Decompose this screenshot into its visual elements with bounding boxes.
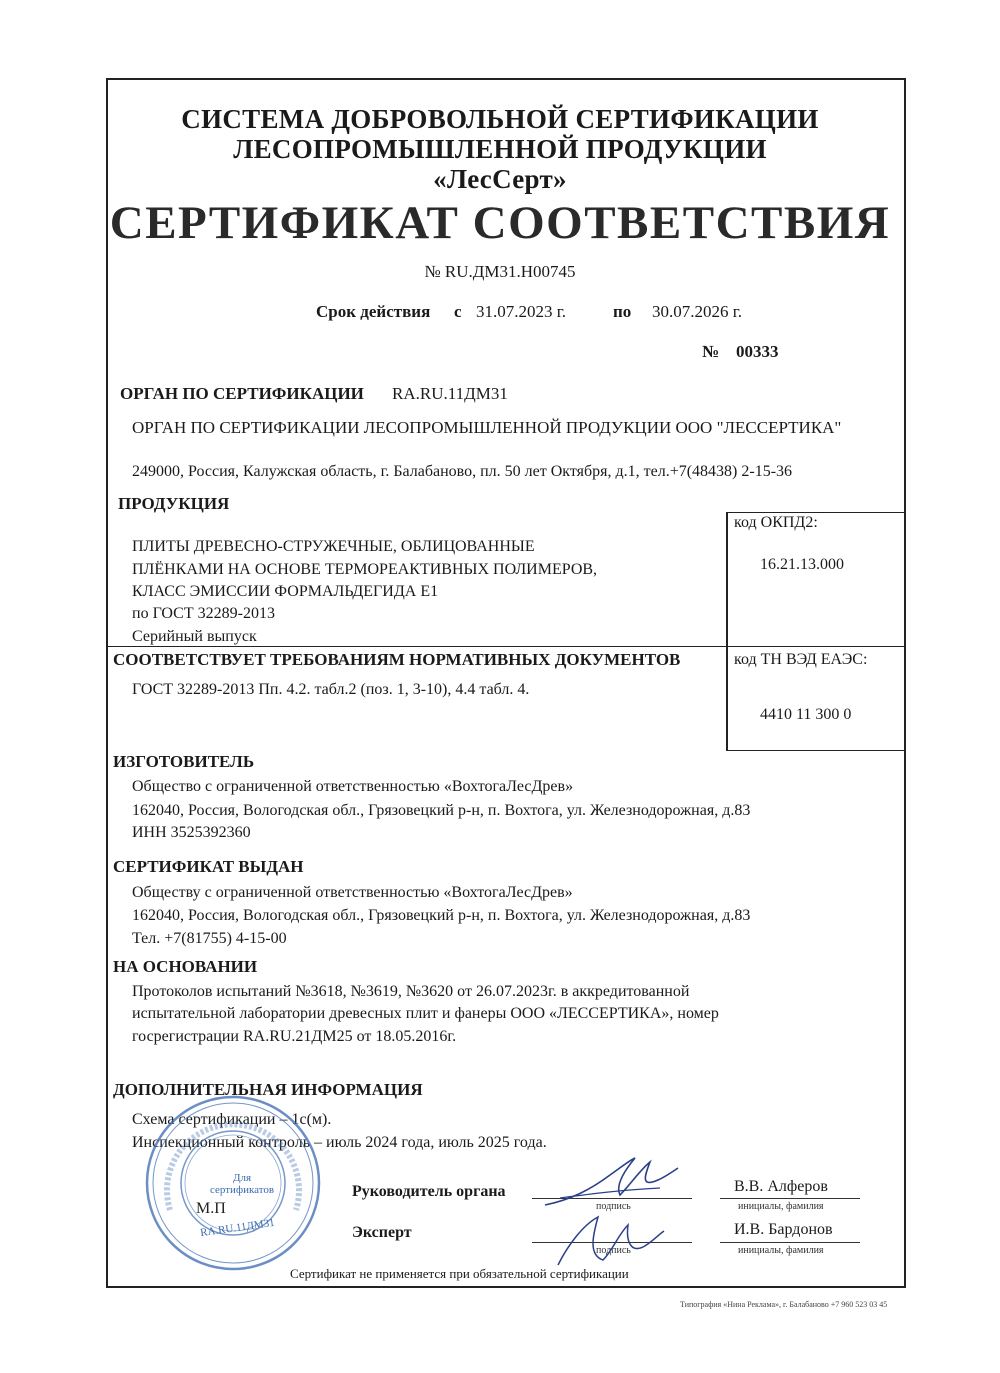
product-line: по ГОСТ 32289-2013 (132, 605, 275, 622)
maker-line: ИНН 3525392360 (132, 824, 251, 841)
okpd-label: код ОКПД2: (734, 514, 818, 531)
head-sign-caption: подпись (596, 1201, 631, 1212)
expert-label: Эксперт (352, 1224, 412, 1241)
stamp-inner-text: Для сертификатов (210, 1172, 275, 1196)
issued-label: СЕРТИФИКАТ ВЫДАН (113, 857, 304, 876)
extra-label: ДОПОЛНИТЕЛЬНАЯ ИНФОРМАЦИЯ (113, 1080, 423, 1099)
product-line: ПЛИТЫ ДРЕВЕСНО-СТРУЖЕЧНЫЕ, ОБЛИЦОВАННЫЕ (132, 538, 535, 555)
system-title-line3: «ЛесСерт» (433, 164, 567, 194)
head-name-line (720, 1198, 860, 1199)
validity-from-prefix: с (454, 302, 462, 321)
basis-label: НА ОСНОВАНИИ (113, 957, 258, 976)
maker-label: ИЗГОТОВИТЕЛЬ (113, 752, 255, 771)
certificate-title: СЕРТИФИКАТ СООТВЕТСТВИЯ (109, 197, 891, 249)
maker-line: 162040, Россия, Вологодская обл., Грязовецкий р-н, п. Вохтога, ул. Железнодорожная, д.83 (132, 802, 751, 819)
okpd-box-divider (726, 512, 728, 646)
expert-name-line (720, 1242, 860, 1243)
validity-to: 30.07.2026 г. (652, 302, 743, 321)
basis-line: Протоколов испытаний №3618, №3619, №3620 от 26.07.2023г. в аккредитованной (132, 983, 690, 1000)
organ-address: 249000, Россия, Калужская область, г. Балабаново, пл. 50 лет Октября, д.1, тел.+7(48438) 2-15-36 (132, 463, 793, 480)
organ-name: ОРГАН ПО СЕРТИФИКАЦИИ ЛЕСОПРОМЫШЛЕННОЙ ПРОДУКЦИИ ООО "ЛЕССЕРТИКА" (132, 418, 842, 437)
expert-sign-caption: подпись (596, 1245, 631, 1256)
issued-line: Тел. +7(81755) 4-15-00 (132, 930, 287, 947)
form-number-label: № (702, 342, 720, 361)
expert-name-caption: инициалы, фамилия (738, 1245, 824, 1256)
head-name-caption: инициалы, фамилия (738, 1201, 824, 1212)
extra-line: Инспекционный контроль – июль 2024 года, июль 2025 года. (132, 1134, 547, 1151)
expert-signature (548, 1205, 668, 1275)
issued-line: 162040, Россия, Вологодская обл., Грязовецкий р-н, п. Вохтога, ул. Железнодорожная, д.83 (132, 907, 751, 924)
maker-line: Общество с ограниченной ответственностью «ВохтогаЛесДрев» (132, 778, 574, 795)
basis-line: испытательной лаборатории древесных плит и фанеры ООО «ЛЕССЕРТИКА», номер (132, 1005, 719, 1022)
conform-text: ГОСТ 32289-2013 Пп. 4.2. табл.2 (поз. 1, 3-10), 4.4 табл. 4. (132, 681, 530, 698)
organ-code: RA.RU.11ДМ31 (392, 384, 508, 403)
footer-note: Сертификат не применяется при обязательной сертификации (290, 1266, 629, 1281)
extra-line: Схема сертификации – 1с(м). (132, 1111, 332, 1128)
stamp-mp: М.П (196, 1200, 226, 1217)
organ-label: ОРГАН ПО СЕРТИФИКАЦИИ (120, 384, 364, 403)
conform-label: СООТВЕТСТВУЕТ ТРЕБОВАНИЯМ НОРМАТИВНЫХ ДОКУМЕНТОВ (113, 650, 681, 669)
stamp-code: RA.RU.11ДМ31 (199, 1216, 276, 1240)
registration-number: № RU.ДМ31.Н00745 (424, 262, 576, 281)
tnved-box-divider (726, 646, 728, 750)
okpd-box-top (726, 512, 904, 513)
tnved-box-bottom (726, 750, 904, 751)
tnved-value: 4410 11 300 0 (760, 706, 852, 723)
okpd-value: 16.21.13.000 (760, 556, 844, 573)
head-label: Руководитель органа (352, 1183, 506, 1200)
product-line: Серийный выпуск (132, 628, 257, 645)
system-title-line2: ЛЕСОПРОМЫШЛЕННОЙ ПРОДУКЦИИ (233, 134, 767, 164)
expert-name: И.В. Бардонов (734, 1221, 833, 1238)
validity-label: Срок действия (316, 302, 431, 321)
product-label: ПРОДУКЦИЯ (118, 494, 230, 513)
basis-line: госрегистрации RA.RU.21ДМ25 от 18.05.2016г. (132, 1028, 457, 1045)
product-line: КЛАСС ЭМИССИИ ФОРМАЛЬДЕГИДА Е1 (132, 583, 439, 600)
product-line: ПЛЁНКАМИ НА ОСНОВЕ ТЕРМОРЕАКТИВНЫХ ПОЛИМЕРОВ, (132, 561, 598, 578)
validity-from: 31.07.2023 г. (476, 302, 567, 321)
validity-to-prefix: по (613, 302, 632, 321)
printer-imprint: Типография «Нина Реклама», г. Балабаново +7 960 523 03 45 (680, 1300, 888, 1309)
system-title-line1: СИСТЕМА ДОБРОВОЛЬНОЙ СЕРТИФИКАЦИИ (181, 104, 819, 134)
conform-rule (106, 646, 906, 647)
head-name: В.В. Алферов (734, 1178, 828, 1195)
issued-line: Обществу с ограниченной ответственностью «ВохтогаЛесДрев» (132, 884, 573, 901)
form-number: 00333 (736, 342, 779, 361)
tnved-label: код ТН ВЭД ЕАЭС: (734, 651, 868, 668)
